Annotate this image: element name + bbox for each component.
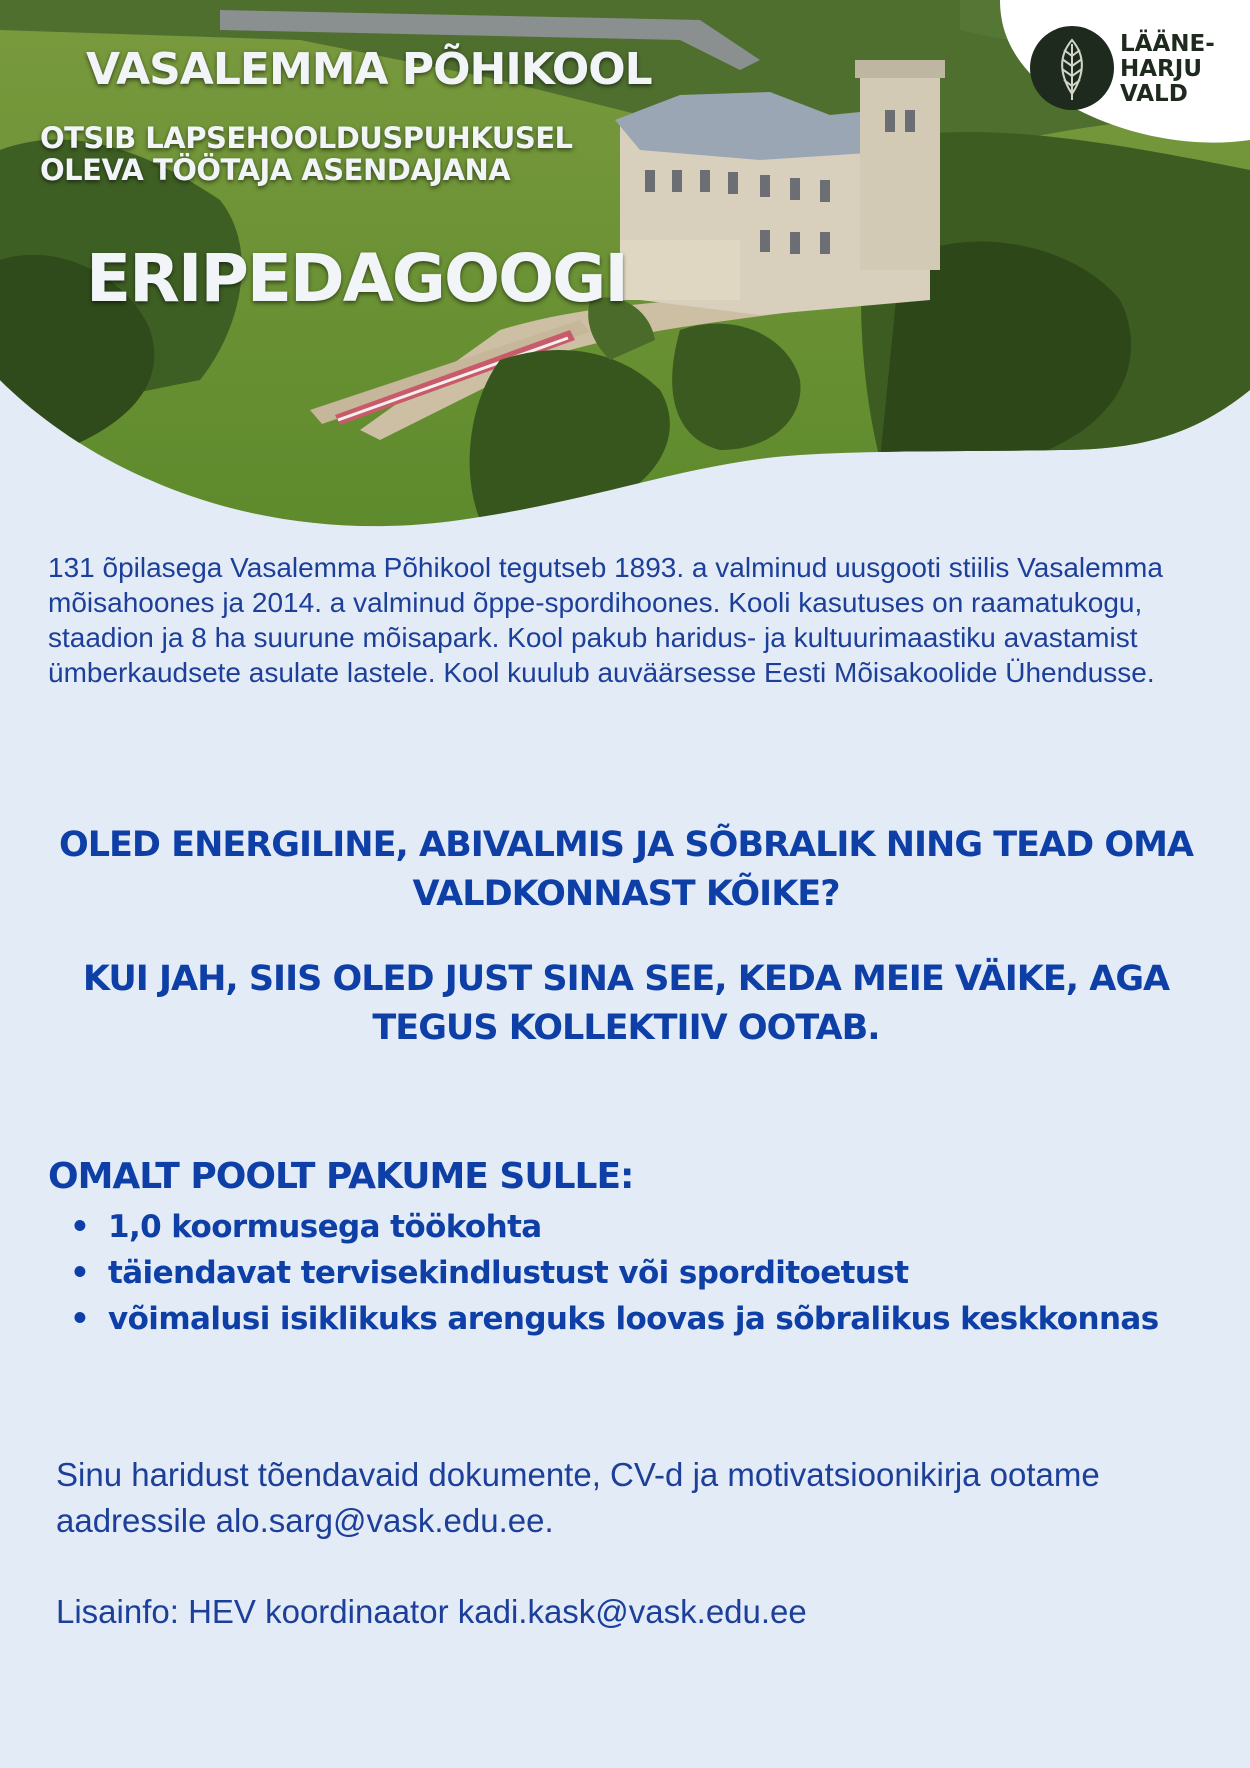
application-end: . [544, 1502, 554, 1539]
subtitle-line-2: OLEVA TÖÖTAJA ASENDAJANA [40, 153, 511, 187]
application-email-link[interactable]: alo.sarg@vask.edu.ee [215, 1502, 545, 1539]
school-description: 131 õpilasega Vasalemma Põhikool tegutseb 1893. a valminud uusgooti stiilis Vasalemma mõisahoones ja 2014. a valminud õppe-spordihoones. Kooli kasutuses on raamatukogu, staadion ja 8 ha suurune mõisapark. Kool pakub haridus- ja kultuurimaastiku avastamist ümberkaudsete asulate lastele. Kool kuulub auväärsesse Eesti Mõisakoolide Ühendusse. [48, 552, 1163, 688]
offer-heading: OMALT POOLT PAKUME SULLE: [48, 1156, 634, 1197]
leaf-icon [1030, 26, 1114, 110]
application-text: Sinu haridust tõendavaid dokumente, CV-d ja motivatsioonikirja ootame aadressile [56, 1456, 1100, 1539]
application-instructions [56, 1452, 1216, 1544]
offer-item: • võimalusi isiklikuks arenguks loovas ja sõbralikus keskkonnas [70, 1296, 1159, 1342]
offer-list [70, 1204, 1159, 1342]
subtitle [40, 122, 573, 186]
offer-item: • 1,0 koormusega töökohta [70, 1204, 1159, 1250]
cta-question: OLED ENERGILINE, ABIVALMIS JA SÕBRALIK NING TEAD OMA VALDKONNAST KÕIKE? [58, 825, 1194, 914]
cta-answer: KUI JAH, SIIS OLED JUST SINA SEE, KEDA MEIE VÄIKE, AGA TEGUS KOLLEKTIIV OOTAB. [82, 959, 1170, 1048]
leaf-icon-graphic [1030, 26, 1114, 110]
contact-label: Lisainfo: HEV koordinaator [56, 1593, 449, 1630]
offer-item: • täiendavat tervisekindlustust või sporditoetust [70, 1250, 1159, 1296]
subtitle-line-1: OTSIB LAPSEHOOLDUSPUHKUSEL [40, 121, 573, 155]
logo-line-3: VALD [1120, 81, 1188, 107]
position-title: ERIPEDAGOOGI [86, 240, 627, 317]
contact-email-link[interactable]: kadi.kask@vask.edu.ee [457, 1593, 807, 1630]
hero-photo [0, 0, 1250, 540]
logo-line-1: LÄÄNE- [1120, 31, 1215, 57]
municipality-logo [1030, 26, 1230, 116]
logo-line-2: HARJU [1120, 56, 1202, 82]
contact-info [56, 1589, 807, 1635]
school-name: VASALEMMA PÕHIKOOL [86, 44, 652, 95]
logo-wordmark [1120, 32, 1215, 107]
